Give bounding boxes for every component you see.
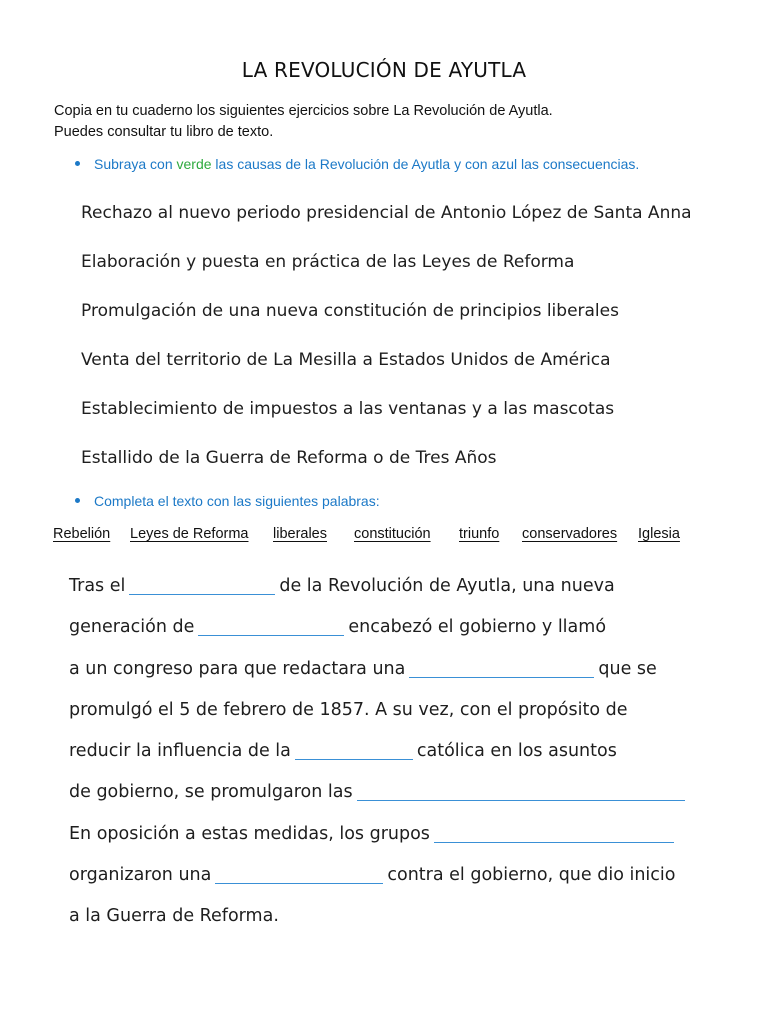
bullet-icon xyxy=(75,498,80,503)
word-bank-item: constitución xyxy=(354,526,431,542)
passage-text: Tras el xyxy=(69,576,126,596)
passage-text: a la Guerra de Reforma. xyxy=(69,906,279,927)
passage-text: En oposición a estas medidas, los grupos xyxy=(69,823,430,844)
instruction-green-word: verde xyxy=(176,156,212,172)
statement-list xyxy=(81,198,692,492)
passage-line xyxy=(69,731,719,772)
answer-blank[interactable] xyxy=(409,676,594,678)
passage-line xyxy=(69,855,719,896)
word-bank-item: Iglesia xyxy=(638,526,680,542)
answer-blank[interactable] xyxy=(295,758,413,760)
intro-line-1: Copia en tu cuaderno los siguientes ejercicios sobre La Revolución de Ayutla. xyxy=(54,103,553,119)
intro-line-2: Puedes consultar tu libro de texto. xyxy=(54,124,274,140)
passage-text: generación de xyxy=(69,617,195,638)
word-bank-item: Leyes de Reforma xyxy=(130,526,249,542)
page-title: LA REVOLUCIÓN DE AYUTLA xyxy=(241,58,527,82)
passage-line xyxy=(69,772,719,813)
instruction-blue-word: azul xyxy=(491,156,518,172)
passage-line xyxy=(69,649,719,690)
statement-item[interactable]: Venta del territorio de La Mesilla a Estados Unidos de América xyxy=(81,350,611,370)
instruction-part-2: las causas de la Revolución de Ayutla y con xyxy=(211,156,492,172)
passage-text: promulgó el 5 de febrero de 1857. A su vez, con el propósito de xyxy=(69,699,628,720)
word-bank-item: liberales xyxy=(273,526,327,542)
passage-line xyxy=(69,690,719,731)
passage-text: católica en los asuntos xyxy=(416,741,617,762)
answer-blank[interactable] xyxy=(129,593,275,595)
passage-line xyxy=(69,814,719,855)
statement-item[interactable]: Promulgación de una nueva constitución de principios liberales xyxy=(81,301,619,321)
instruction-underline xyxy=(75,156,639,172)
fill-in-passage xyxy=(69,566,719,938)
passage-text: a un congreso para que redactara una xyxy=(69,658,406,679)
passage-line xyxy=(69,566,719,607)
word-bank-item: triunfo xyxy=(459,526,500,542)
passage-text: de gobierno, se promulgaron las xyxy=(69,782,353,803)
answer-blank[interactable] xyxy=(434,841,674,843)
instruction-complete-text: Completa el texto con las siguientes palabras: xyxy=(94,493,380,509)
passage-text: contra el gobierno, que dio inicio xyxy=(387,865,676,886)
answer-blank[interactable] xyxy=(357,799,685,801)
passage-text: organizaron una xyxy=(69,865,212,886)
statement-item[interactable]: Establecimiento de impuestos a las ventanas y a las mascotas xyxy=(81,399,615,419)
statement-item[interactable]: Estallido de la Guerra de Reforma o de Tres Años xyxy=(81,448,497,468)
bullet-icon xyxy=(75,161,80,166)
statement-item[interactable]: Elaboración y puesta en práctica de las Leyes de Reforma xyxy=(81,252,575,272)
passage-text: reducir la influencia de la xyxy=(69,741,291,762)
statement-item[interactable]: Rechazo al nuevo periodo presidencial de Antonio López de Santa Anna xyxy=(81,203,692,223)
passage-text: encabezó el gobierno y llamó xyxy=(348,617,607,638)
answer-blank[interactable] xyxy=(215,882,383,884)
passage-text: de la Revolución de Ayutla, una nueva xyxy=(279,576,615,596)
instruction-complete xyxy=(75,493,380,509)
passage-text: que se xyxy=(598,658,657,679)
instruction-part-1: Subraya con xyxy=(94,156,177,172)
intro-text xyxy=(54,101,553,143)
instruction-part-3: las consecuencias. xyxy=(517,156,640,172)
passage-line xyxy=(69,607,719,648)
word-bank-item: conservadores xyxy=(522,526,618,542)
word-bank-item: Rebelión xyxy=(53,526,111,542)
answer-blank[interactable] xyxy=(198,634,344,636)
passage-line xyxy=(69,896,719,937)
